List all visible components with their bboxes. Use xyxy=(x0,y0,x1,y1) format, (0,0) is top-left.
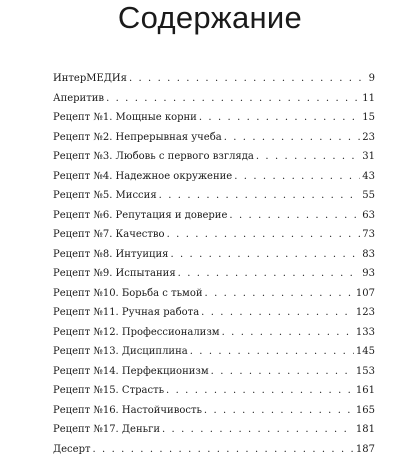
toc-entry-page-number: 31 xyxy=(360,147,375,167)
dot-leader xyxy=(93,440,354,459)
toc-entry[interactable] xyxy=(53,89,375,109)
toc-entry-page-number: 133 xyxy=(354,323,375,343)
toc-entry-label: Рецепт №16. Настойчивость xyxy=(53,401,204,421)
toc-entry-page-number: 181 xyxy=(354,420,375,440)
toc-entry[interactable] xyxy=(53,420,375,440)
toc-entry-label: Рецепт №7. Качество xyxy=(53,225,167,245)
toc-entry[interactable] xyxy=(53,245,375,265)
toc-entry-label: Аперитив xyxy=(53,89,106,109)
toc-entry[interactable] xyxy=(53,69,375,89)
toc-entry-page-number: 63 xyxy=(360,206,375,226)
toc-entry[interactable] xyxy=(53,206,375,226)
dot-leader xyxy=(199,108,360,128)
toc-entry[interactable] xyxy=(53,264,375,284)
dot-leader xyxy=(106,89,360,109)
dot-leader xyxy=(204,401,354,421)
toc-entry[interactable] xyxy=(53,284,375,304)
toc-entry-label: Рецепт №17. Деньги xyxy=(53,420,162,440)
toc-entry-page-number: 153 xyxy=(354,362,375,382)
toc-entry-page-number: 145 xyxy=(354,342,375,362)
dot-leader xyxy=(190,342,354,362)
toc-list xyxy=(53,69,375,459)
toc-entry[interactable] xyxy=(53,167,375,187)
toc-entry-label: Рецепт №5. Миссия xyxy=(53,186,159,206)
toc-entry-label: Рецепт №3. Любовь с первого взгляда xyxy=(53,147,256,167)
toc-entry-page-number: 123 xyxy=(354,303,375,323)
toc-entry-page-number: 73 xyxy=(360,225,375,245)
toc-entry-page-number: 23 xyxy=(360,128,375,148)
toc-entry-label: Рецепт №10. Борьба с тьмой xyxy=(53,284,205,304)
toc-entry[interactable] xyxy=(53,108,375,128)
toc-entry-label: Рецепт №1. Мощные корни xyxy=(53,108,199,128)
toc-entry[interactable] xyxy=(53,128,375,148)
dot-leader xyxy=(159,186,361,206)
dot-leader xyxy=(224,128,361,148)
dot-leader xyxy=(178,264,361,284)
dot-leader xyxy=(167,225,361,245)
toc-entry-page-number: 9 xyxy=(367,69,375,89)
toc-entry-label: Рецепт №2. Непрерывная учеба xyxy=(53,128,224,148)
toc-entry-page-number: 83 xyxy=(360,245,375,265)
toc-entry-label: Рецепт №9. Испытания xyxy=(53,264,178,284)
toc-entry[interactable] xyxy=(53,147,375,167)
dot-leader xyxy=(162,420,354,440)
dot-leader xyxy=(129,69,367,89)
toc-entry[interactable] xyxy=(53,401,375,421)
toc-entry-page-number: 43 xyxy=(360,167,375,187)
dot-leader xyxy=(234,167,360,187)
toc-entry-page-number: 187 xyxy=(354,440,375,459)
dot-leader xyxy=(166,381,354,401)
dot-leader xyxy=(211,362,354,382)
toc-entry-page-number: 107 xyxy=(354,284,375,304)
toc-entry-label: Рецепт №4. Надежное окружение xyxy=(53,167,234,187)
dot-leader xyxy=(201,303,354,323)
toc-entry[interactable] xyxy=(53,440,375,459)
toc-entry-label: Рецепт №12. Профессионализм xyxy=(53,323,222,343)
toc-entry[interactable] xyxy=(53,362,375,382)
toc-entry-page-number: 11 xyxy=(360,89,375,109)
toc-entry-label: Рецепт №11. Ручная работа xyxy=(53,303,201,323)
toc-entry-page-number: 55 xyxy=(360,186,375,206)
toc-entry-page-number: 161 xyxy=(354,381,375,401)
toc-entry[interactable] xyxy=(53,225,375,245)
toc-entry[interactable] xyxy=(53,381,375,401)
toc-entry[interactable] xyxy=(53,186,375,206)
toc-entry-label: Рецепт №8. Интуиция xyxy=(53,245,170,265)
toc-entry[interactable] xyxy=(53,323,375,343)
dot-leader xyxy=(205,284,354,304)
toc-entry-page-number: 93 xyxy=(360,264,375,284)
toc-entry-page-number: 15 xyxy=(360,108,375,128)
toc-entry[interactable] xyxy=(53,303,375,323)
toc-entry-label: Рецепт №6. Репутация и доверие xyxy=(53,206,229,226)
toc-entry-label: Рецепт №13. Дисциплина xyxy=(53,342,190,362)
toc-entry-label: ИнтерМЕДИя xyxy=(53,69,129,89)
dot-leader xyxy=(256,147,360,167)
toc-entry-label: Рецепт №14. Перфекционизм xyxy=(53,362,211,382)
dot-leader xyxy=(229,206,360,226)
dot-leader xyxy=(170,245,360,265)
dot-leader xyxy=(222,323,354,343)
page-title: Содержание xyxy=(0,0,420,38)
toc-entry[interactable] xyxy=(53,342,375,362)
toc-entry-page-number: 165 xyxy=(354,401,375,421)
toc-entry-label: Рецепт №15. Страсть xyxy=(53,381,166,401)
toc-entry-label: Десерт xyxy=(53,440,93,459)
